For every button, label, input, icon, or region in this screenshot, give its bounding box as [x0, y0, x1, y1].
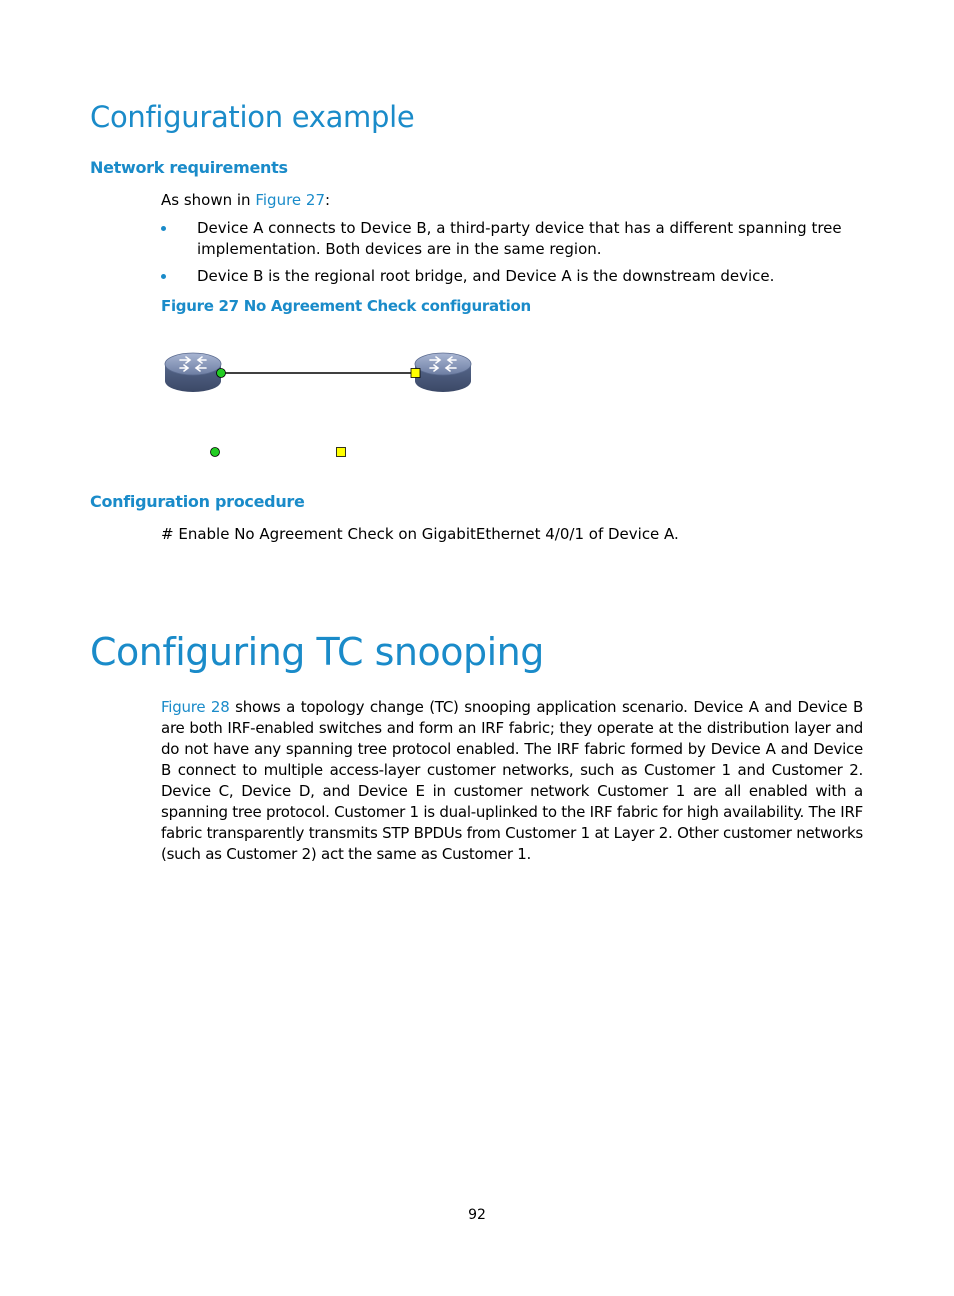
- intro-suffix: :: [325, 191, 331, 209]
- chapter-title: Configuring TC snooping: [90, 630, 544, 674]
- tc-snooping-paragraph: [161, 697, 863, 865]
- section-title: Configuration example: [90, 100, 415, 134]
- green-port-icon: [217, 369, 226, 378]
- figure-28-link[interactable]: Figure 28: [161, 698, 230, 716]
- bullet-line: Device A connects to Device B, a third-party device that has a different spanning tree: [197, 219, 842, 237]
- legend-green-port-icon: [211, 448, 220, 457]
- network-requirements-heading: Network requirements: [90, 158, 288, 177]
- intro-prefix: As shown in: [161, 191, 256, 209]
- yellow-port-icon: [411, 369, 420, 378]
- network-diagram: [0, 0, 954, 480]
- bullet-line: implementation. Both devices are in the same region.: [197, 240, 602, 258]
- procedure-step: # Enable No Agreement Check on GigabitEthernet 4/0/1 of Device A.: [161, 525, 679, 543]
- figure-27-link[interactable]: Figure 27: [255, 191, 325, 209]
- page-number: 92: [468, 1207, 486, 1223]
- bullet-line: Device B is the regional root bridge, and Device A is the downstream device.: [197, 267, 775, 285]
- figure-caption: Figure 27 No Agreement Check configuration: [161, 297, 531, 315]
- legend-yellow-port-icon: [337, 448, 346, 457]
- device-b-switch-icon: [415, 353, 471, 392]
- configuration-procedure-heading: Configuration procedure: [90, 492, 305, 511]
- device-a-switch-icon: [165, 353, 221, 392]
- paragraph-text: shows a topology change (TC) snooping application scenario. Device A and Device B are both IRF-enabled switches and form an IRF fabric; they operate at the distribution layer and do not have any spanning tree protocol enabled. The IRF fabric formed by Device A and Device B connect to multiple access-layer customer networks, such as Customer 1 and Customer 2. Device C, Device D, and Device E in customer network Customer 1 are all enabled with a spanning tree protocol. Customer 1 is dual-uplinked to the IRF fabric for high availability. The IRF fabric transparently transmits STP BPDUs from Customer 1 at Layer 2. Other customer networks (such as Customer 2) act the same as Customer 1.: [161, 698, 864, 863]
